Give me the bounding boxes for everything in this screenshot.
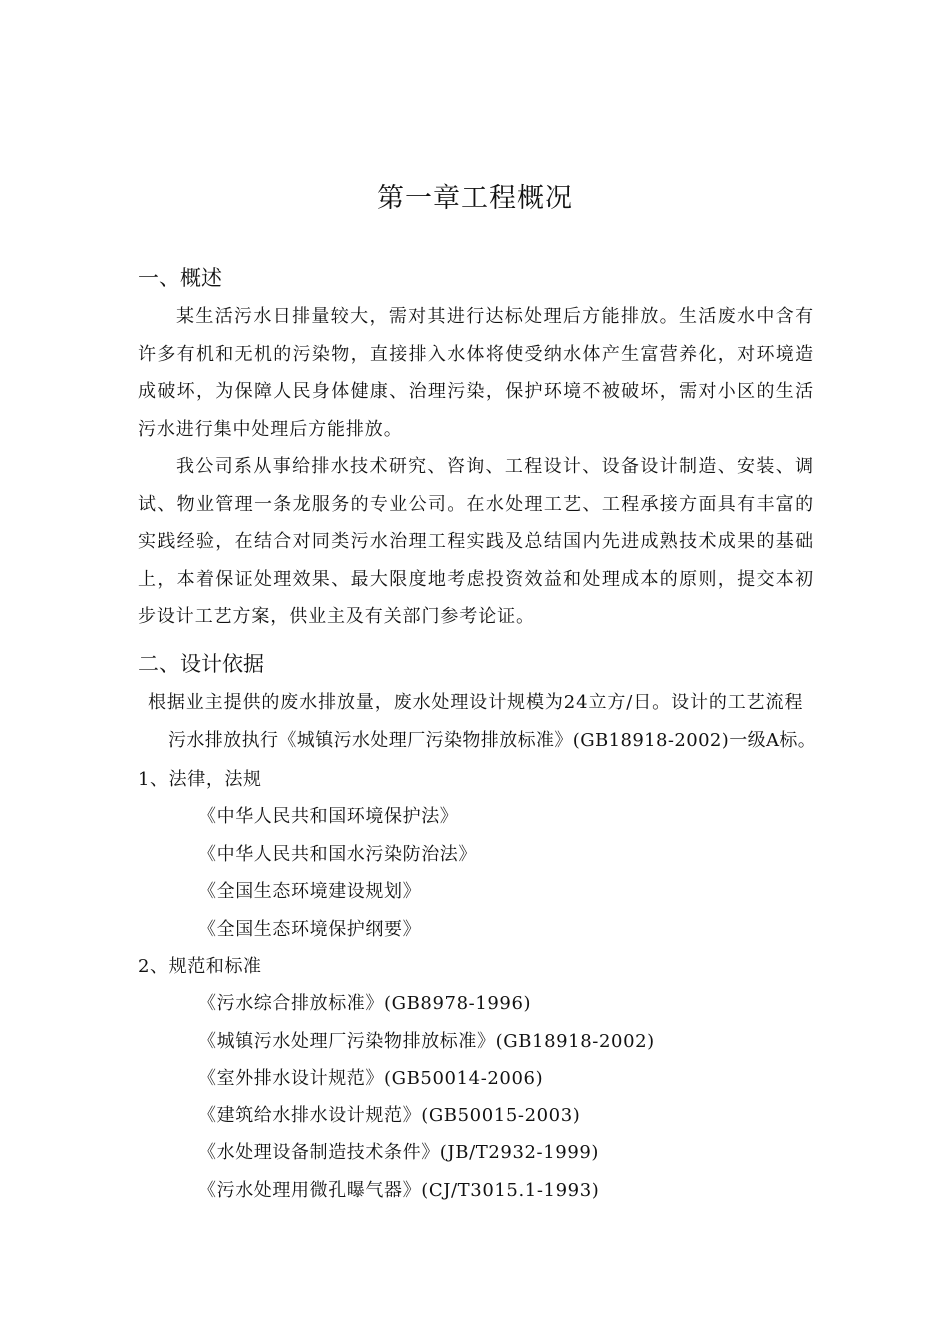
standard-item: 《污水综合排放标准》(GB8978-1996): [198, 993, 532, 1014]
standards-heading: 2、规范和标准: [138, 956, 262, 977]
page-title: 第一章工程概况: [377, 183, 573, 214]
laws-heading: 1、法律，法规: [138, 769, 262, 790]
law-item: 《全国生态环境保护纲要》: [198, 919, 422, 940]
discharge-standard-line: 污水排放执行《城镇污水处理厂污染物排放标准》(GB18918-2002)一级A标。: [168, 730, 817, 751]
law-item: 《中华人民共和国水污染防治法》: [198, 844, 477, 865]
design-scale-line: 根据业主提供的废水排放量，废水处理设计规模为24立方/日。设计的工艺流程: [148, 692, 804, 713]
standard-item: 《室外排水设计规范》(GB50014-2006): [198, 1068, 544, 1089]
overview-paragraph-1: 某生活污水日排量较大，需对其进行达标处理后方能排放。生活废水中含有许多有机和无机的污染物，直接排入水体将使受纳水体产生富营养化，对环境造成破坏，为保障人民身体健康、治理污染，保护环境不被破坏，需对小区的生活污水进行集中处理后方能排放。: [138, 306, 814, 440]
law-item: 《全国生态环境建设规划》: [198, 881, 422, 902]
overview-paragraph-2: 我公司系从事给排水技术研究、咨询、工程设计、设备设计制造、安装、调试、物业管理一条龙服务的专业公司。在水处理工艺、工程承接方面具有丰富的实践经验，在结合对同类污水治理工程实践及总结国内先进成熟技术成果的基础上，本着保证处理效果、最大限度地考虑投资效益和处理成本的原则，提交本初步设计工艺方案，供业主及有关部门参考论证。: [138, 456, 814, 627]
section-heading-overview: 一、概述: [138, 266, 222, 290]
standard-item: 《建筑给水排水设计规范》(GB50015-2003): [198, 1105, 581, 1126]
standard-item: 《污水处理用微孔曝气器》(CJ/T3015.1-1993): [198, 1180, 600, 1201]
section-heading-design-basis: 二、设计依据: [138, 652, 264, 676]
law-item: 《中华人民共和国环境保护法》: [198, 806, 459, 827]
standard-item: 《城镇污水处理厂污染物排放标准》(GB18918-2002): [198, 1031, 655, 1052]
standard-item: 《水处理设备制造技术条件》(JB/T2932-1999): [198, 1142, 600, 1163]
